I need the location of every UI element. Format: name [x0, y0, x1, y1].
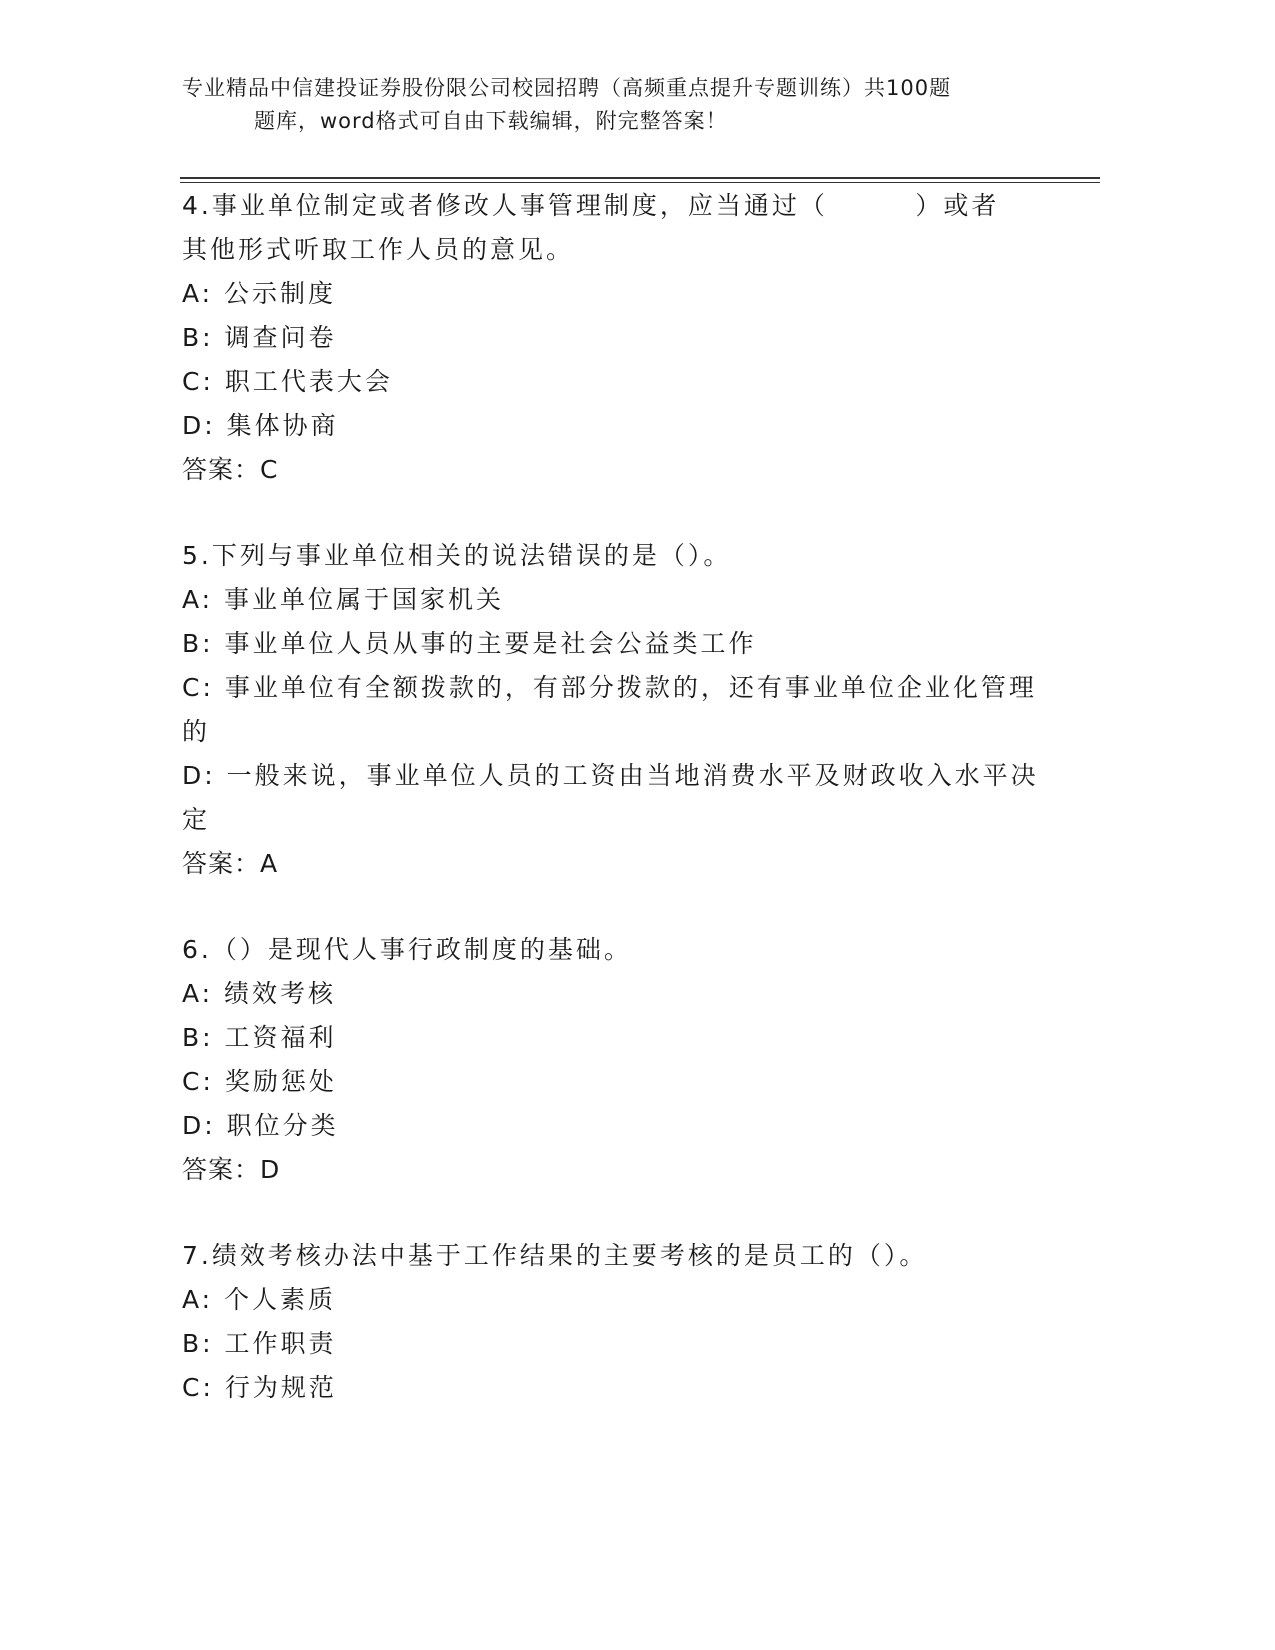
- question-stem-continued: 其他形式听取工作人员的意见。: [182, 235, 575, 264]
- option-c-continued: 的: [182, 717, 211, 746]
- header-title-line1: 专业精品中信建投证券股份限公司校园招聘（高频重点提升专题训练）共100题: [182, 76, 952, 100]
- option-c: C: 职工代表大会: [182, 367, 393, 396]
- question-7: [182, 1234, 1082, 1410]
- option-b: B: 工作职责: [182, 1329, 337, 1358]
- answer: 答案：D: [182, 1155, 281, 1184]
- header-divider-thin: [180, 182, 1100, 183]
- question-stem: 6.（）是现代人事行政制度的基础。: [182, 935, 632, 964]
- option-a: A: 事业单位属于国家机关: [182, 585, 505, 614]
- question-stem: 4.事业单位制定或者修改人事管理制度，应当通过（ ）或者: [182, 191, 1000, 220]
- document-header: [182, 72, 1082, 138]
- question-stem: 5.下列与事业单位相关的说法错误的是（）。: [182, 541, 732, 570]
- question-5: [182, 534, 1082, 886]
- option-d: D: 一般来说，事业单位人员的工资由当地消费水平及财政收入水平决: [182, 761, 1039, 790]
- option-c: C: 行为规范: [182, 1373, 337, 1402]
- spacer: [182, 886, 1082, 928]
- option-c: C: 奖励惩处: [182, 1067, 337, 1096]
- question-6: [182, 928, 1082, 1192]
- option-d-continued: 定: [182, 805, 211, 834]
- question-stem: 7.绩效考核办法中基于工作结果的主要考核的是员工的（）。: [182, 1241, 928, 1270]
- header-title-line2: 题库，word格式可自由下载编辑，附完整答案！: [254, 109, 728, 133]
- spacer: [182, 492, 1082, 534]
- option-b: B: 调查问卷: [182, 323, 337, 352]
- option-a: A: 公示制度: [182, 279, 337, 308]
- header-divider-thick: [180, 177, 1100, 179]
- option-a: A: 绩效考核: [182, 979, 337, 1008]
- option-d: D: 职位分类: [182, 1111, 339, 1140]
- option-b: B: 工资福利: [182, 1023, 337, 1052]
- option-a: A: 个人素质: [182, 1285, 337, 1314]
- question-list: [182, 184, 1082, 1410]
- question-4: [182, 184, 1082, 492]
- answer: 答案：A: [182, 849, 279, 878]
- spacer: [182, 1192, 1082, 1234]
- option-d: D: 集体协商: [182, 411, 339, 440]
- option-c: C: 事业单位有全额拨款的，有部分拨款的，还有事业单位企业化管理: [182, 673, 1037, 702]
- option-b: B: 事业单位人员从事的主要是社会公益类工作: [182, 629, 757, 658]
- answer: 答案：C: [182, 455, 279, 484]
